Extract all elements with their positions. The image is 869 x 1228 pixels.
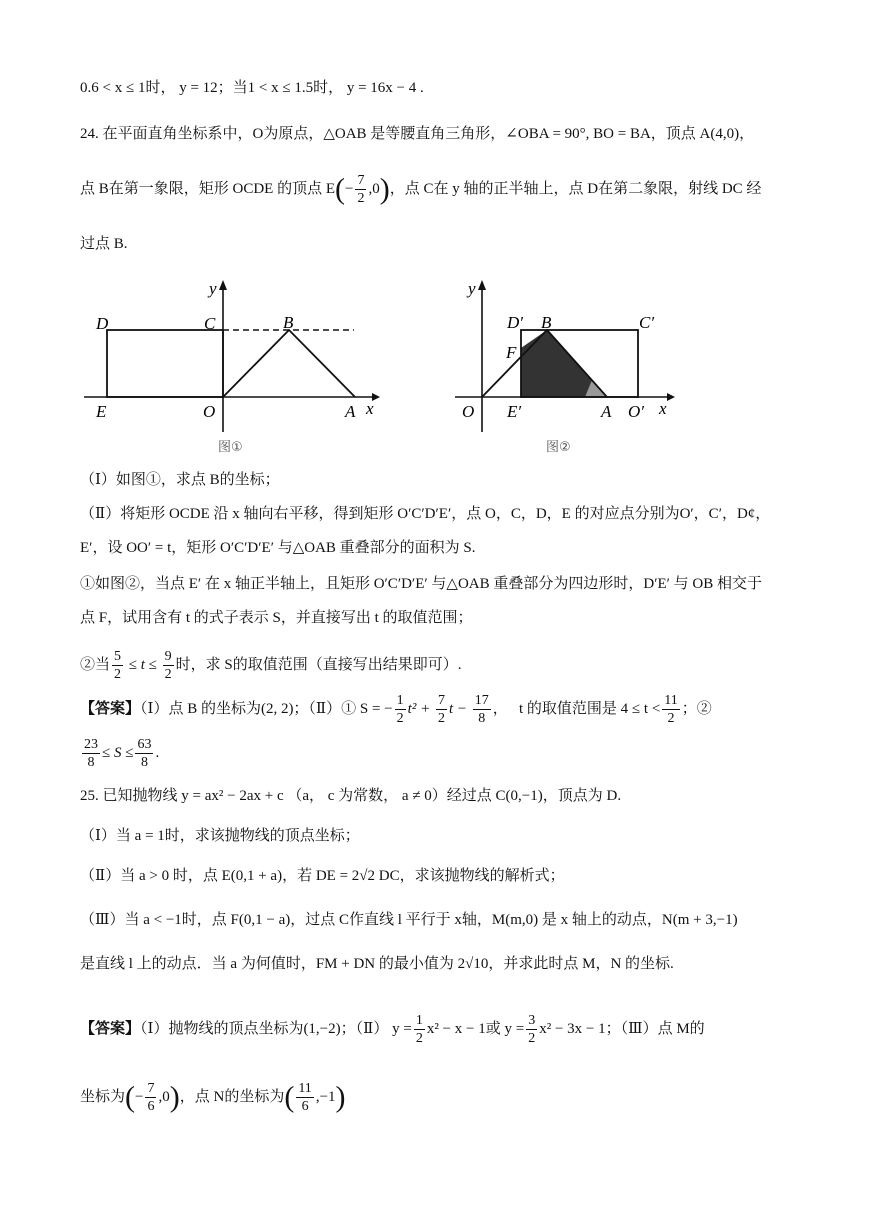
q25-part1: （Ⅰ）当 a = 1时，求该抛物线的顶点坐标； bbox=[80, 828, 360, 844]
q24-line3: 过点 B. bbox=[80, 236, 128, 252]
q24-part2-line2: E′，设 OO′ = t，矩形 O′C′D′E′ 与△OAB 重叠部分的面积为 S. bbox=[80, 540, 476, 556]
q24-line1: 24. 在平面直角坐标系中，O为原点，△OAB 是等腰直角三角形，∠OBA = 90°, BO = BA，顶点 A(4,0)， bbox=[80, 126, 755, 142]
q24-part2-sub1-line2: 点 F，试用含有 t 的式子表示 S，并直接写出 t 的取值范围； bbox=[80, 610, 473, 626]
label-D: D bbox=[96, 314, 109, 333]
label-A2: A bbox=[601, 402, 612, 421]
label-F: F bbox=[506, 343, 517, 362]
label-y: y bbox=[209, 279, 217, 298]
q25-part2: （Ⅱ）当 a > 0 时，点 E(0,1 + a)，若 DE = 2√2 DC，求该抛物线的解析式； bbox=[80, 868, 565, 884]
q24-answer-line2: $\frac{23}{8}$ ≤ S ≤ $\frac{63}{8}$ . bbox=[84, 737, 160, 770]
label-D-prime: D′ bbox=[507, 313, 523, 332]
q25-part3-line2: 是直线 l 上的动点．当 a 为何值时，FM + DN 的最小值为 2√10，并求此时点 M，N 的坐标. bbox=[80, 956, 674, 972]
fig2-caption: 图② bbox=[546, 440, 571, 455]
label-C-prime: C′ bbox=[639, 313, 655, 332]
label-x: x bbox=[366, 399, 374, 418]
q25-line1: 25. 已知抛物线 y = ax² − 2ax + c （a， c 为常数， a ≠ 0）经过点 C(0,−1)，顶点为 D. bbox=[80, 788, 622, 804]
q24-part2-sub2: ②当 $\frac{5}{2}$ ≤ t ≤ $\frac{9}{2}$ 时，求 S的取值范围（直接写出结果即可）. bbox=[80, 649, 462, 682]
label-A: A bbox=[345, 402, 356, 421]
label-O2: O bbox=[462, 402, 475, 421]
label-y2: y bbox=[468, 279, 476, 298]
label-E-prime: E′ bbox=[507, 402, 522, 421]
q24-part2-line1: （Ⅱ）将矩形 OCDE 沿 x 轴向右平移，得到矩形 O′C′D′E′，点 O，C，D，E 的对应点分别为O′，C′，D¢， bbox=[80, 506, 771, 522]
label-C: C bbox=[204, 314, 216, 333]
q24-part2-sub1-line1: ①如图②，当点 E′ 在 x 轴正半轴上，且矩形 O′C′D′E′ 与△OAB 重叠部分为四边形时，D′E′ 与 OB 相交于 bbox=[80, 576, 763, 592]
continuation-line: 0.6 < x ≤ 1时， y = 12；当1 < x ≤ 1.5时， y = 16x − 4 . bbox=[80, 80, 424, 96]
label-O: O bbox=[203, 402, 216, 421]
q25-part3-line1: （Ⅲ）当 a < −1时，点 F(0,1 − a)，过点 C作直线 l 平行于 x轴，M(m,0) 是 x 轴上的动点，N(m + 3,−1) bbox=[80, 912, 738, 928]
q24-part1: （Ⅰ）如图①，求点 B的坐标； bbox=[80, 472, 280, 488]
label-B: B bbox=[283, 313, 294, 332]
label-O-prime: O′ bbox=[628, 402, 644, 421]
label-x2: x bbox=[659, 399, 667, 418]
q24-answer-line1: 【答案】（Ⅰ）点 B 的坐标为(2, 2)；（Ⅱ）① S = − $\frac{1}{2}$ t² + $\frac{7}{2}$ t − $\frac{17}{8}$ ， t 的取值范围是 4 ≤ t < $\frac{11}{2}$ ；② bbox=[80, 693, 712, 726]
label-E: E bbox=[96, 402, 107, 421]
q24-line2: 点 B在第一象限，矩形 OCDE 的顶点 E(− $\frac{7}{2}$ ,0)，点 C在 y 轴的正半轴上，点 D在第二象限，射线 DC 经 bbox=[80, 172, 762, 206]
figure-2 bbox=[445, 272, 675, 434]
fig1-caption: 图① bbox=[218, 440, 243, 455]
figure-1 bbox=[82, 272, 372, 434]
label-B2: B bbox=[541, 313, 552, 332]
q25-answer-line1: 【答案】（Ⅰ）抛物线的顶点坐标为(1,−2)；（Ⅱ） y = $\frac{1}{2}$ x² − x − 1或 y = $\frac{3}{2}$ x² − 3x − 1；（Ⅲ）点 M的 bbox=[80, 1013, 705, 1046]
fraction-7-2: $\frac{7}{2}$ bbox=[357, 173, 365, 206]
q25-answer-line2: 坐标为(− $\frac{7}{6}$ ,0)，点 N的坐标为( $\frac{11}{6}$ ,−1) bbox=[80, 1080, 346, 1114]
